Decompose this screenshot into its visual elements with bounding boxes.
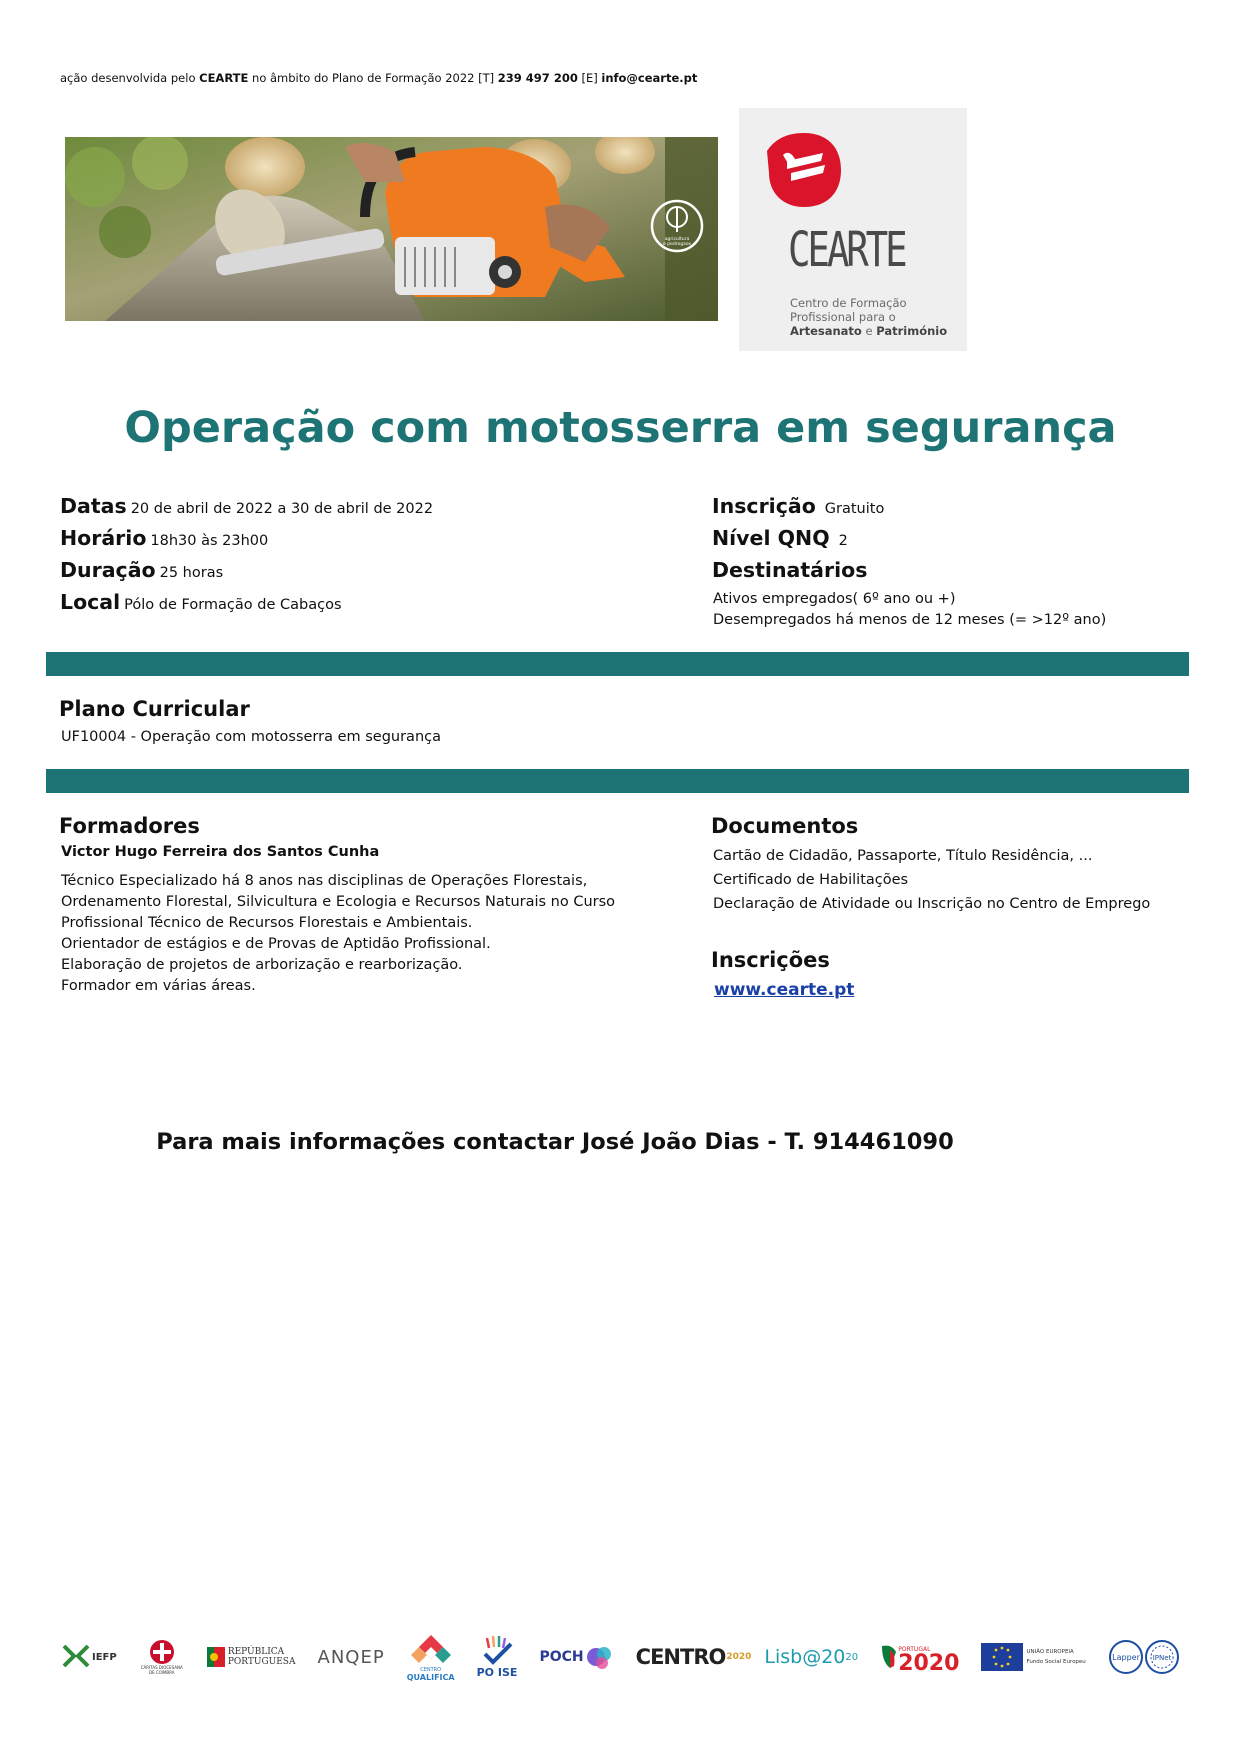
eu-flag-icon [981, 1643, 1023, 1671]
info-target-list: Ativos empregados( 6º ano ou +) Desempregados há menos de 12 meses (= >12º ano) [713, 591, 1107, 628]
plano-item: UF10004 - Operação com motosserra em segurança [61, 729, 441, 745]
poch-swirl-icon [584, 1642, 614, 1672]
lisboa2020-logo: Lisb@20 20 [764, 1646, 859, 1668]
cearte-tagline: Centro de Formação Profissional para o Artesanato e Património [790, 296, 948, 338]
portugal2020-flag-icon [880, 1644, 898, 1670]
info-dates: Datas 20 de abril de 2022 a 30 de abril de 2022 [60, 494, 434, 518]
poise-check-icon [479, 1636, 515, 1666]
info-schedule: Horário 18h30 às 23h00 [60, 526, 269, 550]
trainer-bio: Técnico Especializado há 8 anos nas disciplinas de Operações Florestais, Ordenamento Florestal, Silvicultura e Ecologia e Recursos Naturais no Curso Profissional Técnico de Recursos Florestais e Ambientais. Orientador de estágios e de Provas de Aptidão Profissional. Elaboração de projetos de arborização e rearborização. Formador em várias áreas. [61, 873, 616, 994]
svg-text:IPNet: IPNet [1152, 1654, 1172, 1662]
poch-logo: POCH [539, 1642, 613, 1672]
phone-number: 239 497 200 [497, 71, 578, 85]
svg-text:Lapper: Lapper [1111, 1653, 1140, 1662]
section-divider-band [46, 652, 1189, 676]
website-link-wrap [714, 980, 854, 1000]
centro-qualifica-logo: CENTRO QUALIFICA [407, 1633, 455, 1682]
portugal-flag-icon [207, 1645, 225, 1669]
badge-text-2: e pedrogaos [663, 242, 691, 247]
iefp-icon [62, 1644, 90, 1670]
cearte-wordmark: CEARTE [788, 222, 905, 278]
badge-text-1: agricultura [664, 237, 690, 242]
caritas-logo: CÁRITAS DIOCESANA DE COIMBRA [139, 1639, 185, 1675]
lapper-seal-icon [1108, 1639, 1144, 1675]
cearte-logo-icon [765, 131, 843, 209]
formadores-heading: Formadores [59, 814, 200, 838]
plano-heading: Plano Curricular [59, 697, 250, 721]
republica-portuguesa-logo: REPÚBLICA PORTUGUESA [207, 1645, 296, 1669]
chainsaw-photo-illustration [65, 137, 718, 321]
documentos-heading: Documentos [711, 814, 859, 838]
info-qnq-level: Nível QNQ 2 [712, 526, 848, 550]
centro2020-logo: CENTRO 2020 [635, 1645, 752, 1669]
section-divider-band [46, 769, 1189, 793]
header-contact-line: ação desenvolvida pelo CEARTE no âmbito do Plano de Formação 2022 [T] 239 497 200 [E] info@cearte.pt [60, 71, 698, 85]
info-target-heading: Destinatários [712, 558, 868, 582]
partner-logos-strip [62, 1622, 1180, 1692]
uniao-europeia-logo: UNIÃO EUROPEIA Fundo Social Europeu [981, 1643, 1085, 1671]
poise-logo: PO ISE [477, 1636, 518, 1679]
ipnet-seal-icon [1144, 1639, 1180, 1675]
caritas-cross-icon [149, 1639, 175, 1665]
hero-chainsaw-photo [65, 137, 718, 321]
email-address[interactable]: info@cearte.pt [601, 71, 698, 85]
course-title: Operação com motosserra em segurança [124, 403, 1117, 453]
contact-line: Para mais informações contactar José João Dias - T. 914461090 [156, 1129, 954, 1155]
trainer-name: Victor Hugo Ferreira dos Santos Cunha [61, 844, 380, 860]
info-duration: Duração 25 horas [60, 558, 224, 582]
anqep-logo: ANQEP [317, 1646, 385, 1668]
documents-list: Cartão de Cidadão, Passaporte, Título Residência, ... Certificado de Habilitações Declaração de Atividade ou Inscrição no Centro de Emprego [713, 848, 1151, 912]
lapper-ipnet-logos [1108, 1639, 1180, 1675]
info-location: Local Pólo de Formação de Cabaços [60, 590, 342, 614]
portugal2020-logo: PORTUGAL 2020 [880, 1643, 959, 1671]
info-registration: Inscrição Gratuito [712, 494, 885, 518]
inscricoes-heading: Inscrições [711, 948, 830, 972]
qualifica-diamond-icon [409, 1633, 453, 1667]
website-link[interactable]: www.cearte.pt [714, 980, 855, 1000]
iefp-logo: IEFP [62, 1644, 117, 1670]
